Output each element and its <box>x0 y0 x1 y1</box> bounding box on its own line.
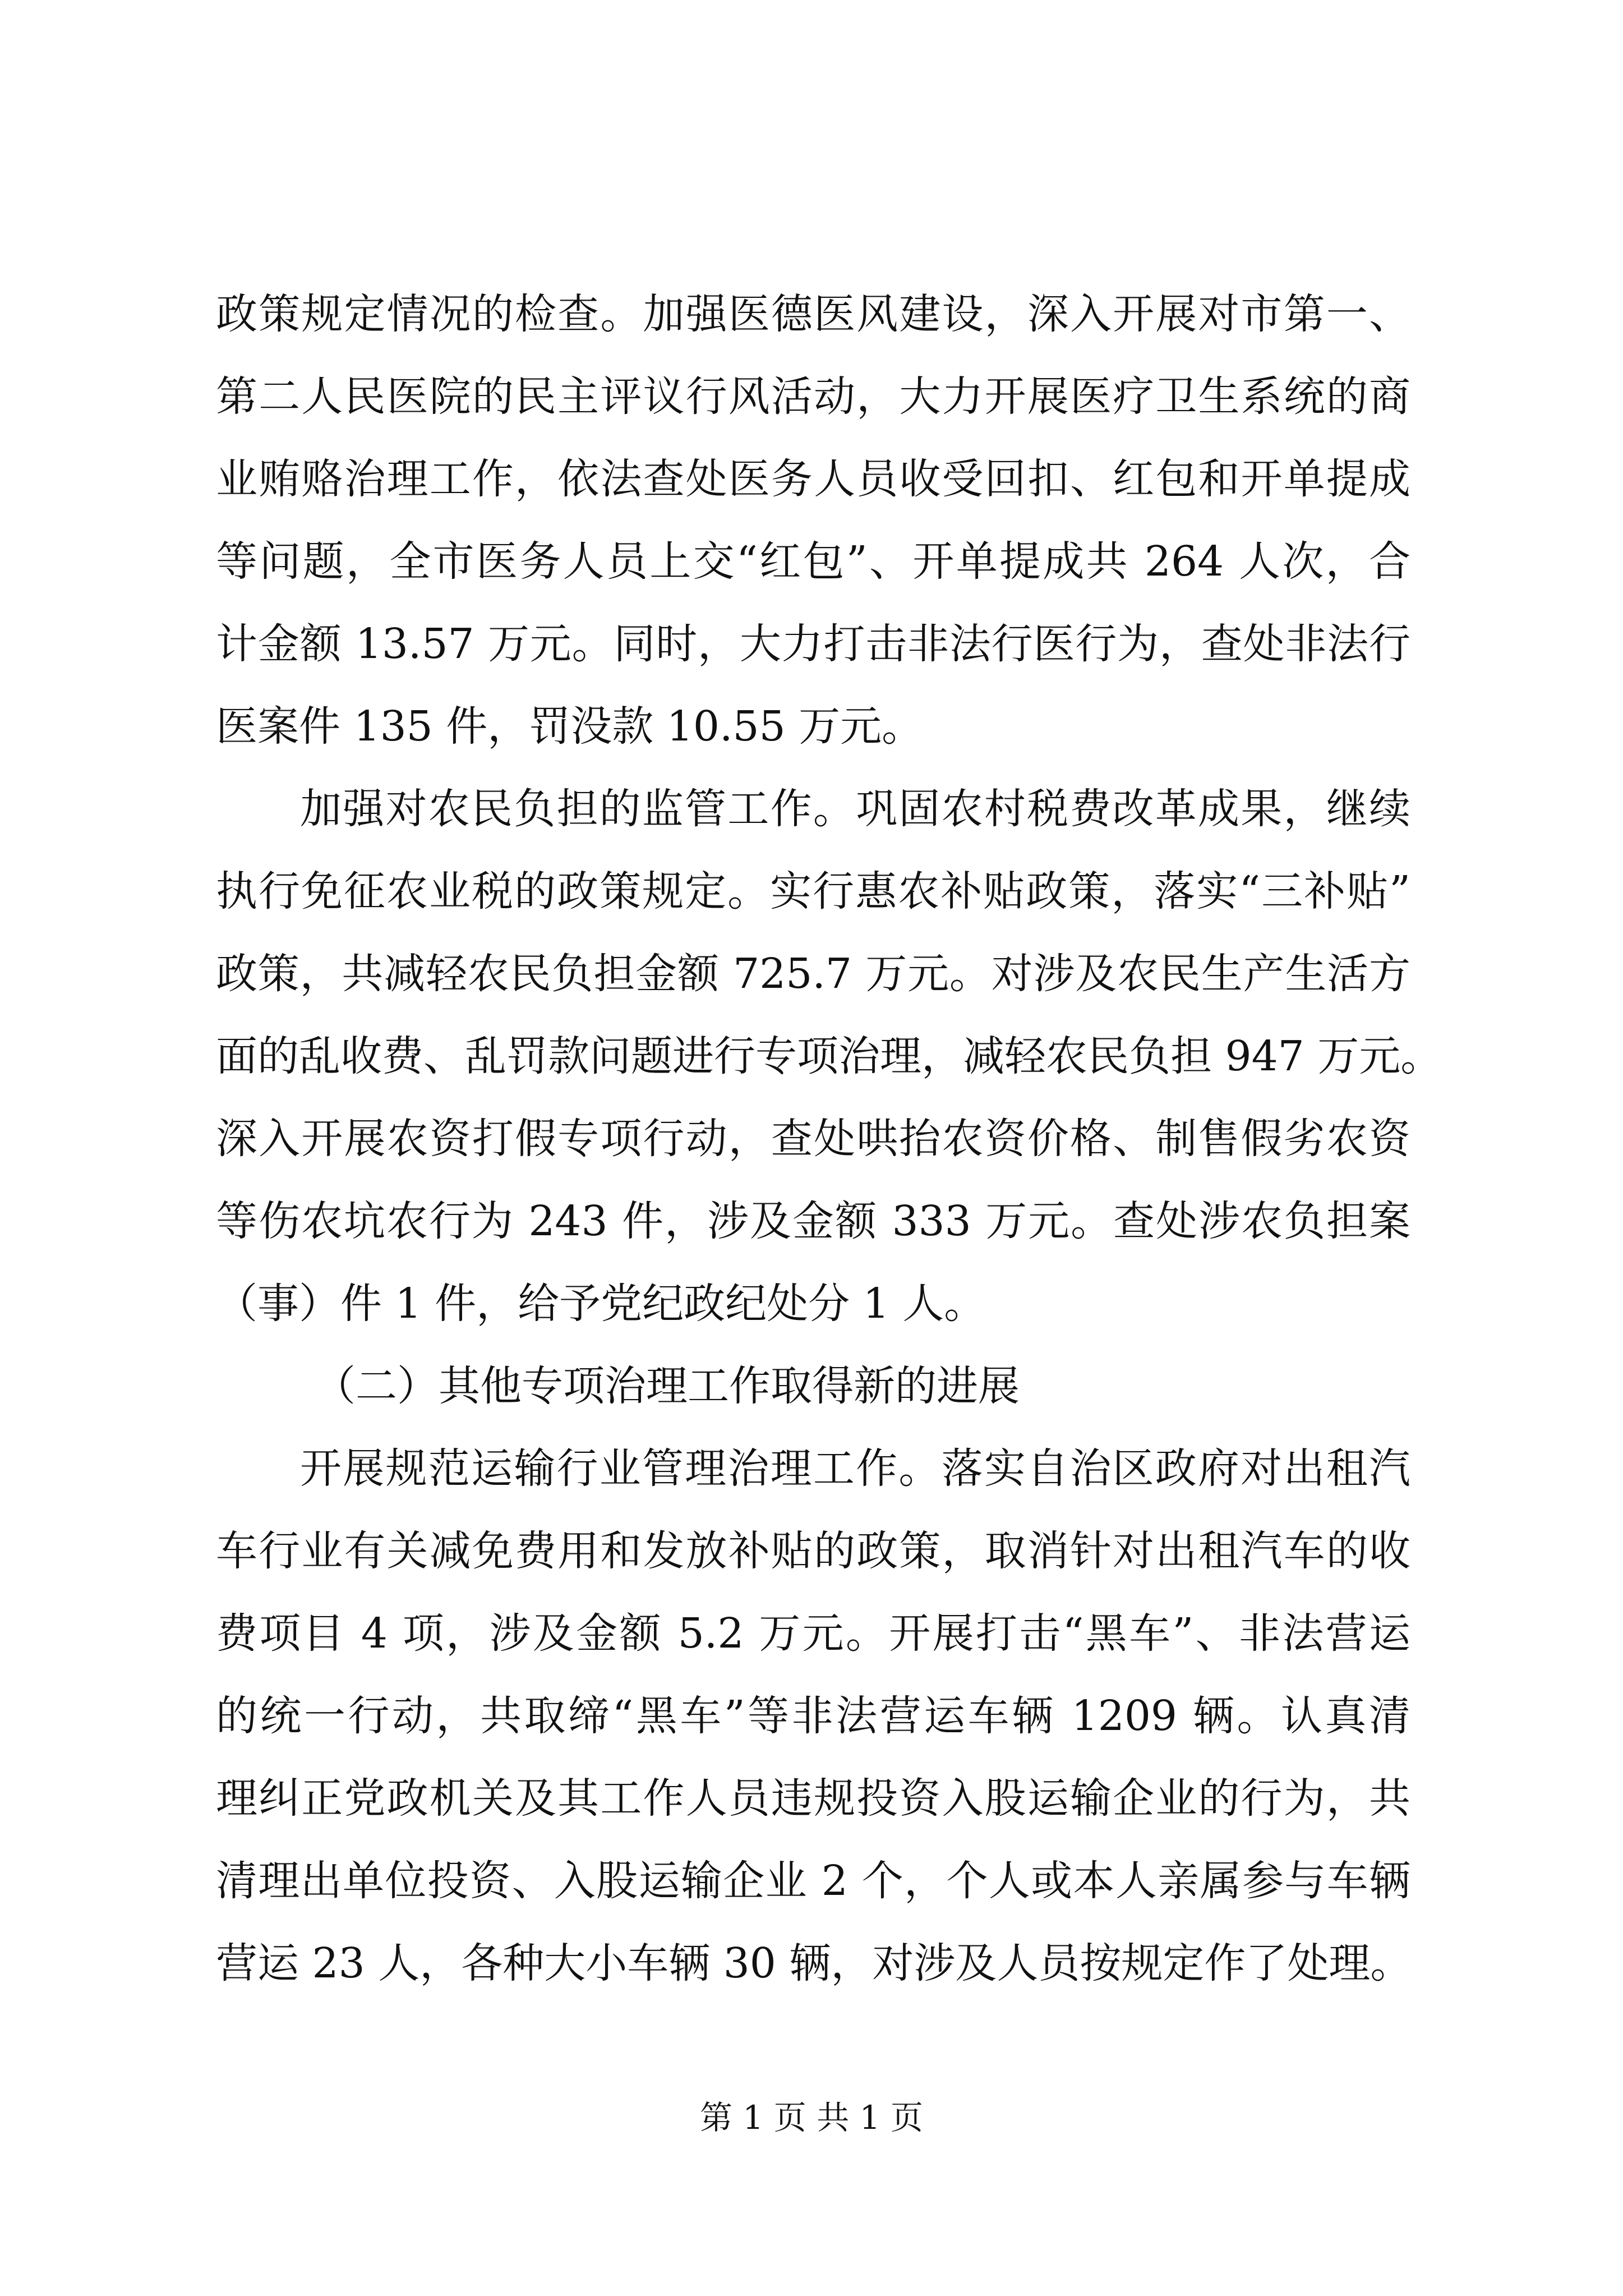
paragraph-line: 政策，共减轻农民负担金额 725.7 万元。对涉及农民生产生活方 <box>216 950 1410 998</box>
paragraph-line: 第二人民医院的民主评议行风活动，大力开展医疗卫生系统的商 <box>216 372 1410 421</box>
paragraph-line: 的统一行动，共取缔“黑车”等非法营运车辆 1209 辆。认真清 <box>216 1692 1410 1740</box>
paragraph-line: 执行免征农业税的政策规定。实行惠农补贴政策，落实“三补贴” <box>216 867 1410 915</box>
paragraph-line: 清理出单位投资、入股运输企业 2 个，个人或本人亲属参与车辆 <box>216 1857 1410 1905</box>
paragraph-line: 面的乱收费、乱罚款问题进行专项治理，减轻农民负担 947 万元。 <box>216 1032 1442 1080</box>
section-heading: （二）其他专项治理工作取得新的进展 <box>314 1362 1020 1410</box>
paragraph-line: 等问题，全市医务人员上交“红包”、开单提成共 264 人次，合 <box>216 537 1410 586</box>
paragraph-line: 等伤农坑农行为 243 件，涉及金额 333 万元。查处涉农负担案 <box>216 1197 1410 1245</box>
paragraph-line: 计金额 13.57 万元。同时，大力打击非法行医行为，查处非法行 <box>216 620 1410 668</box>
paragraph-line: 理纠正党政机关及其工作人员违规投资入股运输企业的行为，共 <box>216 1774 1410 1823</box>
paragraph-line: 车行业有关减免费用和发放补贴的政策，取消针对出租汽车的收 <box>216 1527 1410 1575</box>
paragraph-line: （事）件 1 件，给予党纪政纪处分 1 人。 <box>216 1280 986 1328</box>
paragraph-line: 深入开展农资打假专项行动，查处哄抬农资价格、制售假劣农资 <box>216 1115 1410 1163</box>
paragraph-line: 加强对农民负担的监管工作。巩固农村税费改革成果，继续 <box>300 785 1410 833</box>
paragraph-line: 医案件 135 件，罚没款 10.55 万元。 <box>216 702 924 751</box>
page-footer: 第 1 页 共 1 页 <box>700 2099 923 2137</box>
paragraph-line: 业贿赂治理工作，依法查处医务人员收受回扣、红包和开单提成 <box>216 455 1410 503</box>
paragraph-line: 政策规定情况的检查。加强医德医风建设，深入开展对市第一、 <box>216 290 1410 338</box>
paragraph-line: 营运 23 人，各种大小车辆 30 辆，对涉及人员按规定作了处理。 <box>216 1939 1412 1987</box>
paragraph-line: 费项目 4 项，涉及金额 5.2 万元。开展打击“黑车”、非法营运 <box>216 1609 1410 1658</box>
paragraph-line: 开展规范运输行业管理治理工作。落实自治区政府对出租汽 <box>300 1444 1410 1493</box>
